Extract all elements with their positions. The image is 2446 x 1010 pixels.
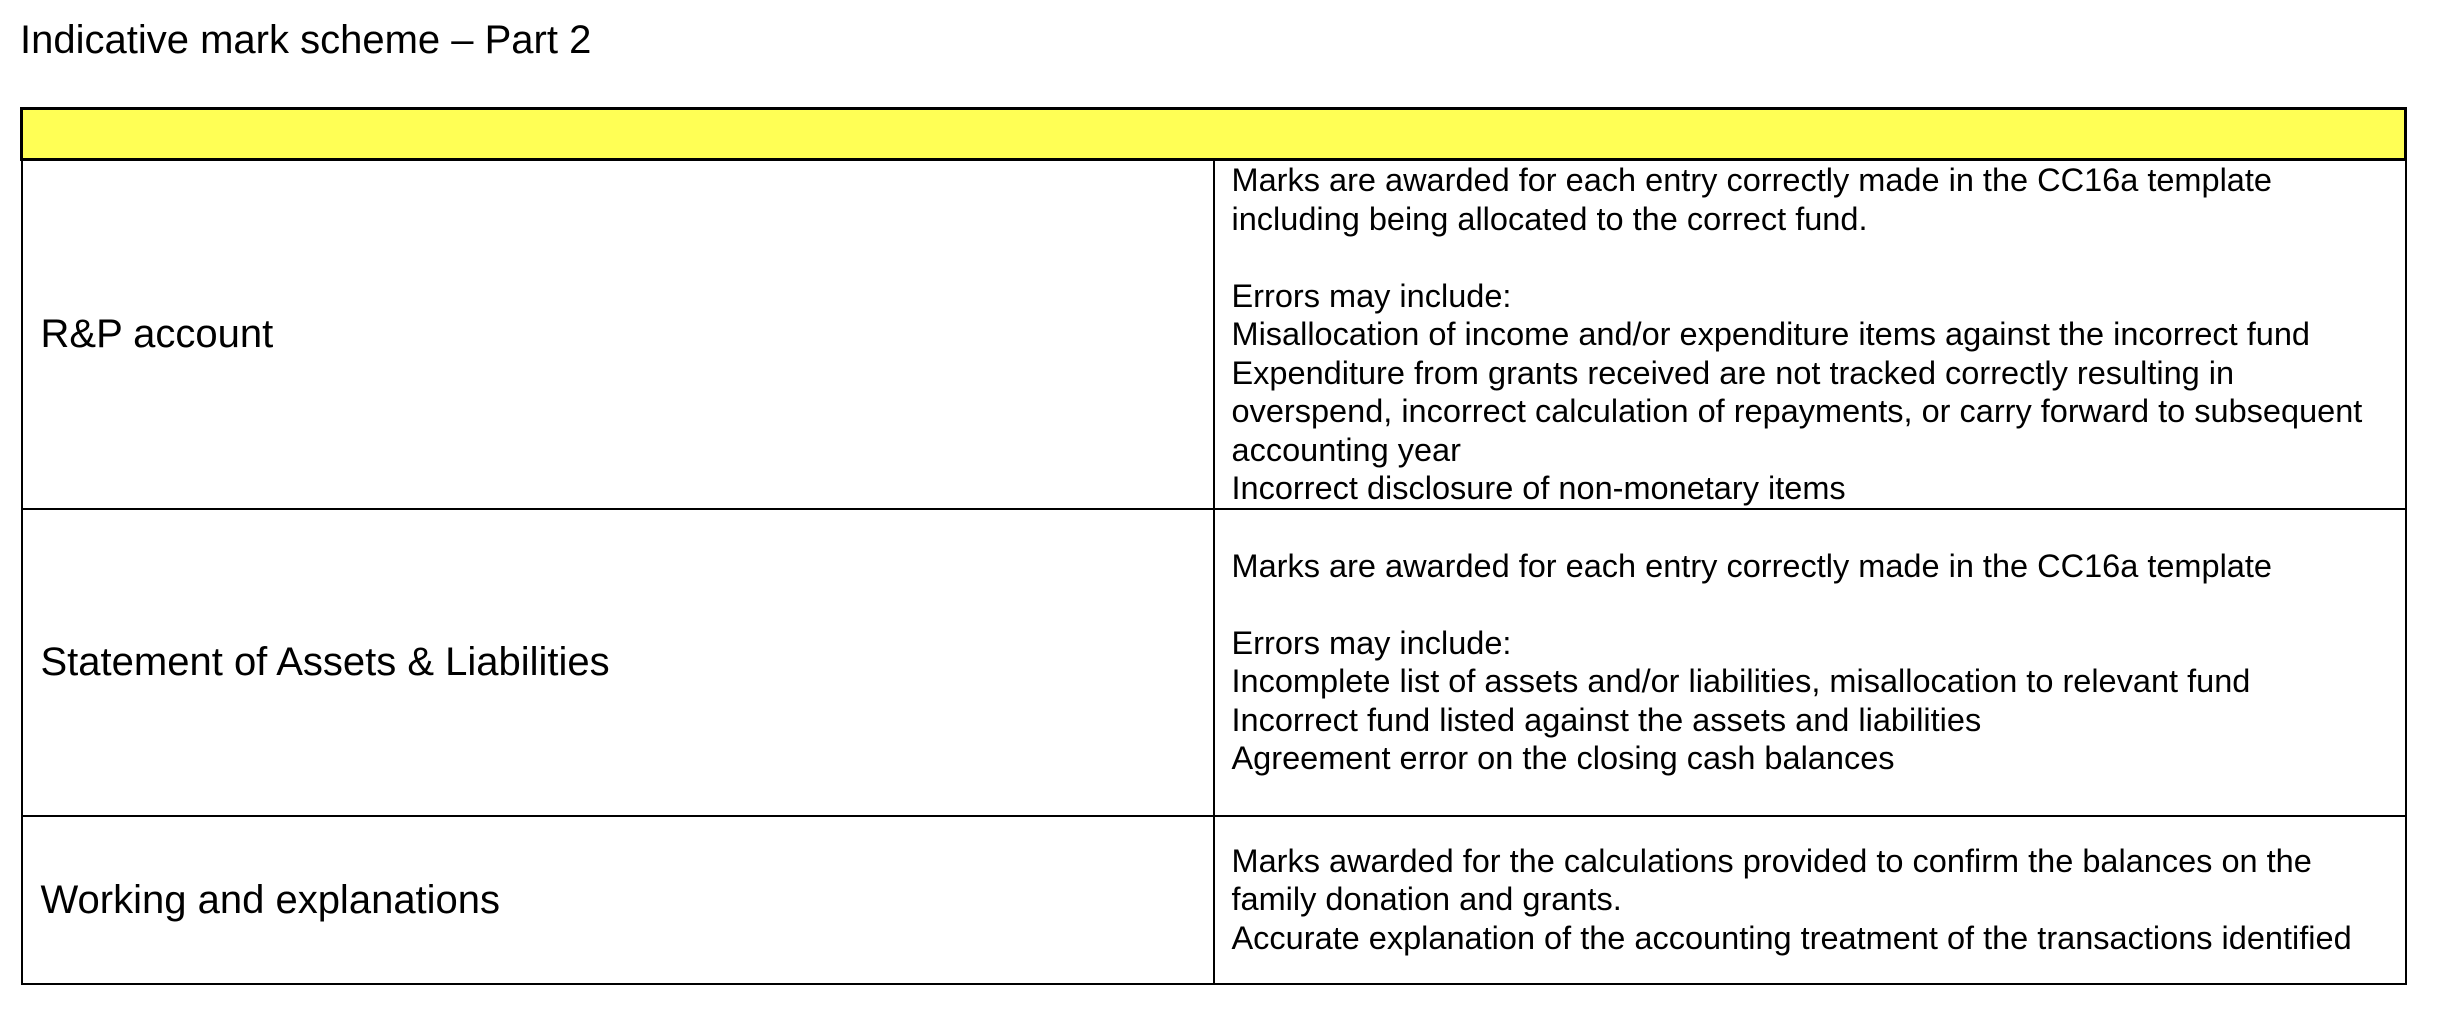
table-header-row xyxy=(22,109,2406,160)
row-content-cell xyxy=(1214,509,2406,816)
table-header-cell xyxy=(22,109,2406,160)
row-content-cell xyxy=(1214,816,2406,984)
error-item: Incorrect fund listed against the assets and liabilities xyxy=(1231,701,1982,738)
row-label-cell xyxy=(22,160,1214,509)
award-text: Marks are awarded for each entry correctly made in the CC16a template including being allocated to the correct fund. xyxy=(1231,162,2272,237)
error-item: Incorrect disclosure of non-monetary items xyxy=(1231,470,1846,506)
row-content-cell xyxy=(1214,160,2406,509)
page-title: Indicative mark scheme – Part 2 xyxy=(20,18,592,62)
content-line: Marks awarded for the calculations provided to confirm the balances on the family donation and grants. xyxy=(1231,842,2312,918)
error-item: Agreement error on the closing cash balances xyxy=(1231,740,1895,776)
row-label: Working and explanations xyxy=(40,877,501,922)
table-row-rp-account xyxy=(22,160,2406,509)
row-label-cell xyxy=(22,509,1214,816)
table-row-working-explanations xyxy=(22,816,2406,984)
error-item: Incomplete list of assets and/or liabilities, misallocation to relevant fund xyxy=(1231,663,2251,699)
error-item: Expenditure from grants received are not tracked correctly resulting in overspend, incorrect calculation of repayments, or carry forward to subsequent accounting year xyxy=(1231,354,2363,468)
award-text: Marks are awarded for each entry correctly made in the CC16a template xyxy=(1231,547,2272,584)
error-item: Misallocation of income and/or expenditure items against the incorrect fund xyxy=(1231,316,2310,352)
mark-scheme-table xyxy=(20,107,2407,985)
paragraph-spacer xyxy=(1232,585,2389,624)
table-row-statement-of-assets xyxy=(22,509,2406,816)
row-label-cell xyxy=(22,816,1214,984)
errors-heading: Errors may include: xyxy=(1231,624,1512,661)
content-line: Accurate explanation of the accounting treatment of the transactions identified xyxy=(1231,919,2352,956)
paragraph-spacer xyxy=(1232,238,2389,277)
row-label: R&P account xyxy=(40,312,274,357)
row-label: Statement of Assets & Liabilities xyxy=(40,640,610,684)
errors-heading: Errors may include: xyxy=(1231,277,1512,314)
